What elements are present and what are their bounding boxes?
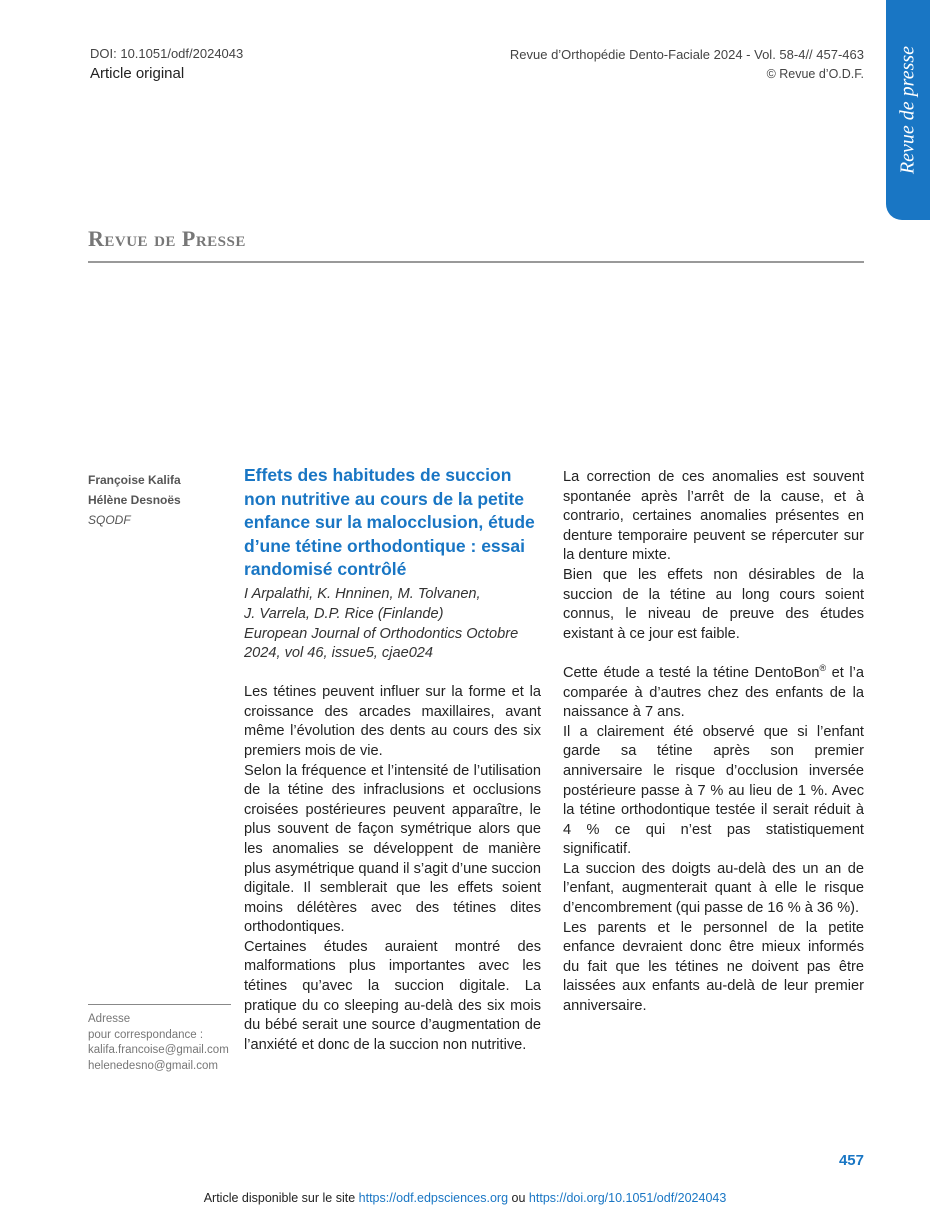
article-type: Article original: [90, 65, 185, 82]
article-source-line: 2024, vol 46, issue5, cjae024: [244, 645, 434, 662]
article-source: [244, 625, 541, 665]
author-affiliation: SQODF: [88, 513, 131, 527]
paragraph-text: Cette étude a testé la tétine DentoBon: [563, 664, 820, 681]
page-number: 457: [838, 1152, 864, 1169]
article-authors-line: J. Varrela, D.P. Rice (Finlande): [244, 605, 444, 622]
correspondence-address: [88, 1012, 229, 1074]
footer-text: ou: [511, 1191, 526, 1205]
side-tab-label: Revue de presse: [896, 45, 919, 175]
copyright: © Revue d’O.D.F.: [766, 67, 864, 81]
email-address[interactable]: helenedesno@gmail.com: [88, 1059, 218, 1072]
article-title: Effets des habitudes de succion non nutritive au cours de la petite enfance sur la malocclusion, étude d’une tétine orthodontique : essai randomisé contrôlé: [244, 465, 535, 580]
paragraph: Les tétines peuvent influer sur la forme et la croissance des arcades maxillaires, avant même l’évolution des dents au cours des six premiers mois de vie.: [244, 684, 541, 759]
article-source-line: European Journal of Orthodontics Octobre: [244, 625, 519, 642]
article-column-left: [244, 464, 541, 1055]
author-name: Françoise Kalifa: [88, 473, 181, 487]
footer-link-site[interactable]: https://odf.edpsciences.org: [358, 1191, 509, 1205]
address-label: pour correspondance :: [88, 1028, 204, 1041]
paragraph-text: et l’a comparée à d’autres chez des enfants de la naissance à 7 ans.: [563, 664, 864, 721]
section-title: Revue de Presse: [88, 226, 246, 251]
author-name: Hélène Desnoës: [88, 493, 181, 507]
author-block: [88, 470, 181, 530]
paragraph: La correction de ces anomalies est souvent spontanée après l’arrêt de la cause, et à contrario, certaines anomalies présentes en denture temporaire peuvent se répercuter sur la denture mixte.: [563, 469, 864, 564]
address-label: Adresse: [88, 1013, 131, 1025]
paragraph: [563, 664, 864, 723]
paragraph: Certaines études auraient montré des malformations plus importantes avec les tétines qu’avec la succion digitale. La pratique du co sleeping au-delà des six mois du bébé serait une source d’augmentation de l’anxiété et donc de la succion non nutritive.: [244, 938, 541, 1053]
address-divider: [88, 1004, 231, 1005]
article-authors: [244, 585, 541, 625]
body-text-left: [244, 683, 541, 1055]
paragraph: Il a clairement été observé que si l’enfant garde sa tétine après son premier anniversaire le risque d’occlusion inversée postérieure passe à 7 % au lieu de 1 %. Avec la tétine orthodontique testée il serait réduit à 4 % ce qui n’est pas statistiquement significatif.: [563, 723, 864, 858]
journal-reference: Revue d’Orthopédie Dento-Faciale 2024 - Vol. 58-4// 457-463: [509, 47, 864, 62]
email-address[interactable]: kalifa.francoise@gmail.com: [88, 1044, 229, 1056]
footer-text: Article disponible sur le site: [203, 1191, 356, 1205]
paragraph: Les parents et le personnel de la petite enfance devraient donc être mieux informés du fait que les tétines ne doivent pas être laissées aux enfants au-delà de leur premier anniversaire.: [563, 919, 864, 1015]
paragraph: La succion des doigts au-delà des un an de l’enfant, augmenterait quant à elle le risque d’encombrement (qui passe de 16 % à 36 %).: [563, 860, 864, 917]
footer: [0, 1191, 930, 1205]
registered-mark: ®: [819, 663, 827, 674]
section-side-tab: [886, 0, 930, 220]
doi: DOI: 10.1051/odf/2024043: [90, 46, 244, 61]
footer-link-doi[interactable]: https://doi.org/10.1051/odf/2024043: [528, 1191, 727, 1205]
paragraph: Selon la fréquence et l’intensité de l’utilisation de la tétine des infraclusions et occlusions croisées postérieures peuvent apparaître, le plus souvent de façon symétrique alors que les anomalies se développent de manière plus asymétrique quand il s’agit d’une succion digitale. Il semblerait que les effets soient moins délétères avec des tétines dites orthodontiques.: [244, 762, 541, 936]
article-column-right: [563, 468, 864, 1017]
paragraph: Bien que les effets non désirables de la succion de la tétine au long cours soient connus, le niveau de preuve des études existant à ce jour est faible.: [563, 566, 864, 642]
article-authors-line: I Arpalathi, K. Hnninen, M. Tolvanen,: [244, 585, 481, 602]
section-divider: [88, 261, 864, 263]
paragraph-gap: [563, 644, 864, 664]
